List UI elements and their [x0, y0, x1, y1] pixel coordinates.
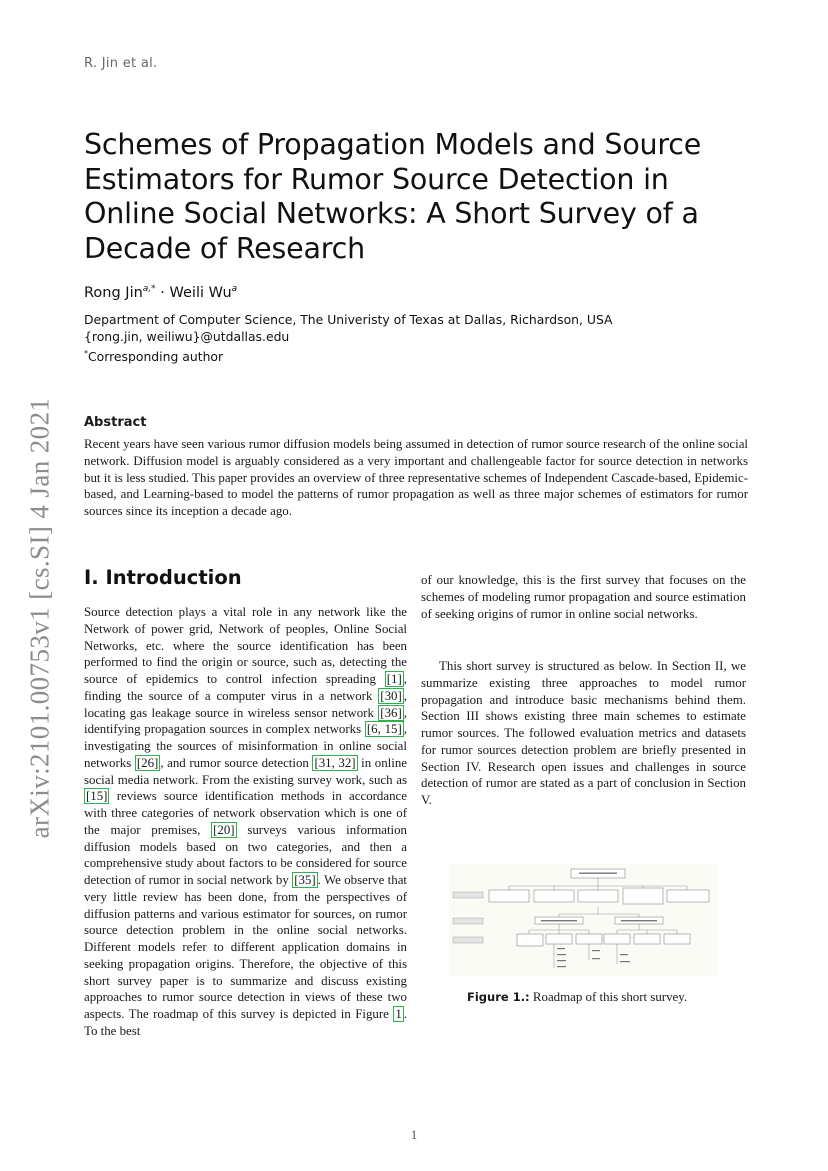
corresponding-text: Corresponding author: [88, 349, 224, 365]
intro-paragraph-left: [84, 604, 407, 1040]
intro-text: , and rumor source detection: [160, 755, 313, 770]
intro-paragraph-right-structure: This short survey is structured as below. In Section II, we summarize existing three approaches to model rumor propagation and introduce basic mechanisms behind them. Section III shows existing three main schemes to estimate rumor sources. The followed evaluation metrics and datasets for rumor sources detection problem are briefly presented in Section IV. Research open issues and challenges in source detection of rumor are stated as a part of conclusion in Section V.: [421, 659, 746, 807]
corresponding-mark: *: [84, 349, 88, 358]
citation-link[interactable]: [6, 15]: [366, 722, 402, 737]
intro-text: in online social media network. From the existing survey work, such as: [84, 755, 408, 787]
author-separator: ·: [155, 284, 170, 301]
section-heading: I. Introduction: [84, 566, 242, 589]
intro-text: surveys various information diffusion models based on two categories, and then a comprehensive study about factors to be considered for source detection of rumor in social network by: [84, 822, 407, 887]
paper-title: Schemes of Propagation Models and Source Estimators for Rumor Source Detection in Online Social Networks: A Short Survey of a Decade of Research: [84, 128, 702, 265]
corresponding-author-note: [84, 345, 613, 365]
citation-link[interactable]: [31, 32]: [314, 755, 356, 770]
page-number: 1: [410, 1127, 418, 1142]
affiliation-block: [84, 311, 613, 365]
figure-caption-text: Roadmap of this short survey.: [529, 990, 688, 1004]
arxiv-identifier-text: arXiv:2101.00753v1 [cs.SI] 4 Jan 2021: [24, 397, 55, 839]
citation-link[interactable]: [15]: [86, 789, 108, 804]
intro-text: , identifying propagation sources in complex networks: [84, 705, 407, 737]
abstract-heading: Abstract: [84, 415, 147, 430]
intro-text: , investigating the sources of misinformation in online social networks: [84, 722, 407, 770]
author-affiliation-mark: a,*: [142, 284, 156, 294]
author-name: Weili Wu: [169, 284, 232, 301]
intro-text: , locating gas leakage source in wireless sensor network: [84, 688, 407, 720]
arxiv-identifier-stamp: [18, 388, 62, 848]
author-affiliation-mark: a: [231, 284, 238, 294]
roadmap-diagram: [449, 864, 718, 976]
citation-link[interactable]: [36]: [380, 705, 402, 720]
intro-text: reviews source identification methods in accordance with three categories of network observation which is one of the major premises,: [84, 789, 407, 837]
intro-text: . We observe that very little review has been done, from the perspectives of diffusion patterns and various estimator for sources, on rumor source detection problem in the online social networks. Different models refer to different application domains in seeking propagation origins. Therefore, the objective of this short survey paper is to summarize and discuss existing approaches to rumor source detection in views of these two aspects. The roadmap of this survey is depicted in Figure: [84, 873, 407, 1021]
intro-text: , finding the source of a computer virus in a network: [84, 672, 407, 703]
figure-reference-link[interactable]: 1: [395, 1007, 402, 1021]
affiliation-department: Department of Computer Science, The Univeristy of Texas at Dallas, Richardson, USA: [84, 312, 613, 327]
citation-link[interactable]: [26]: [136, 755, 159, 770]
citation-link[interactable]: [35]: [294, 873, 316, 887]
citation-link[interactable]: [30]: [380, 688, 402, 703]
abstract-text: Recent years have seen various rumor diffusion models being assumed in detection of rumor source research of the online social network. Diffusion model is arguably considered as a very important and challengeable factor for source detection in networks but it is less studied. This paper provides an overview of three representative schemes of Independent Cascade-based, Epidemic-based, and Learning-based to model the patterns of rumor propagation as well as three major schemes of estimators for rumor sources since its inception a decade ago.: [84, 437, 748, 519]
intro-text: Source detection plays a vital role in any network like the Network of power grid, Network of peoples, Online Social Networks, etc. where the source identification has been performed to find the origin or source, such as, detecting the source of epidemics to control infection spreading: [84, 605, 407, 686]
author-name: Rong Jin: [84, 284, 143, 301]
author-list: [84, 284, 237, 301]
running-head: R. Jin et al.: [84, 56, 158, 71]
figure-caption: [467, 990, 687, 1005]
roadmap-figure: [449, 864, 718, 976]
citation-link[interactable]: [20]: [213, 822, 235, 837]
citation-link[interactable]: [1]: [386, 672, 402, 686]
affiliation-emails: {rong.jin, weiliwu}@utdallas.edu: [84, 329, 290, 344]
intro-paragraph-right-continued: of our knowledge, this is the first survey that focuses on the schemes of modeling rumor propagation and source estimation of seeking origins of rumor in online social networks.: [421, 573, 746, 621]
figure-caption-label: Figure 1.:: [467, 990, 530, 1004]
intro-text: . To the best: [84, 1007, 407, 1038]
